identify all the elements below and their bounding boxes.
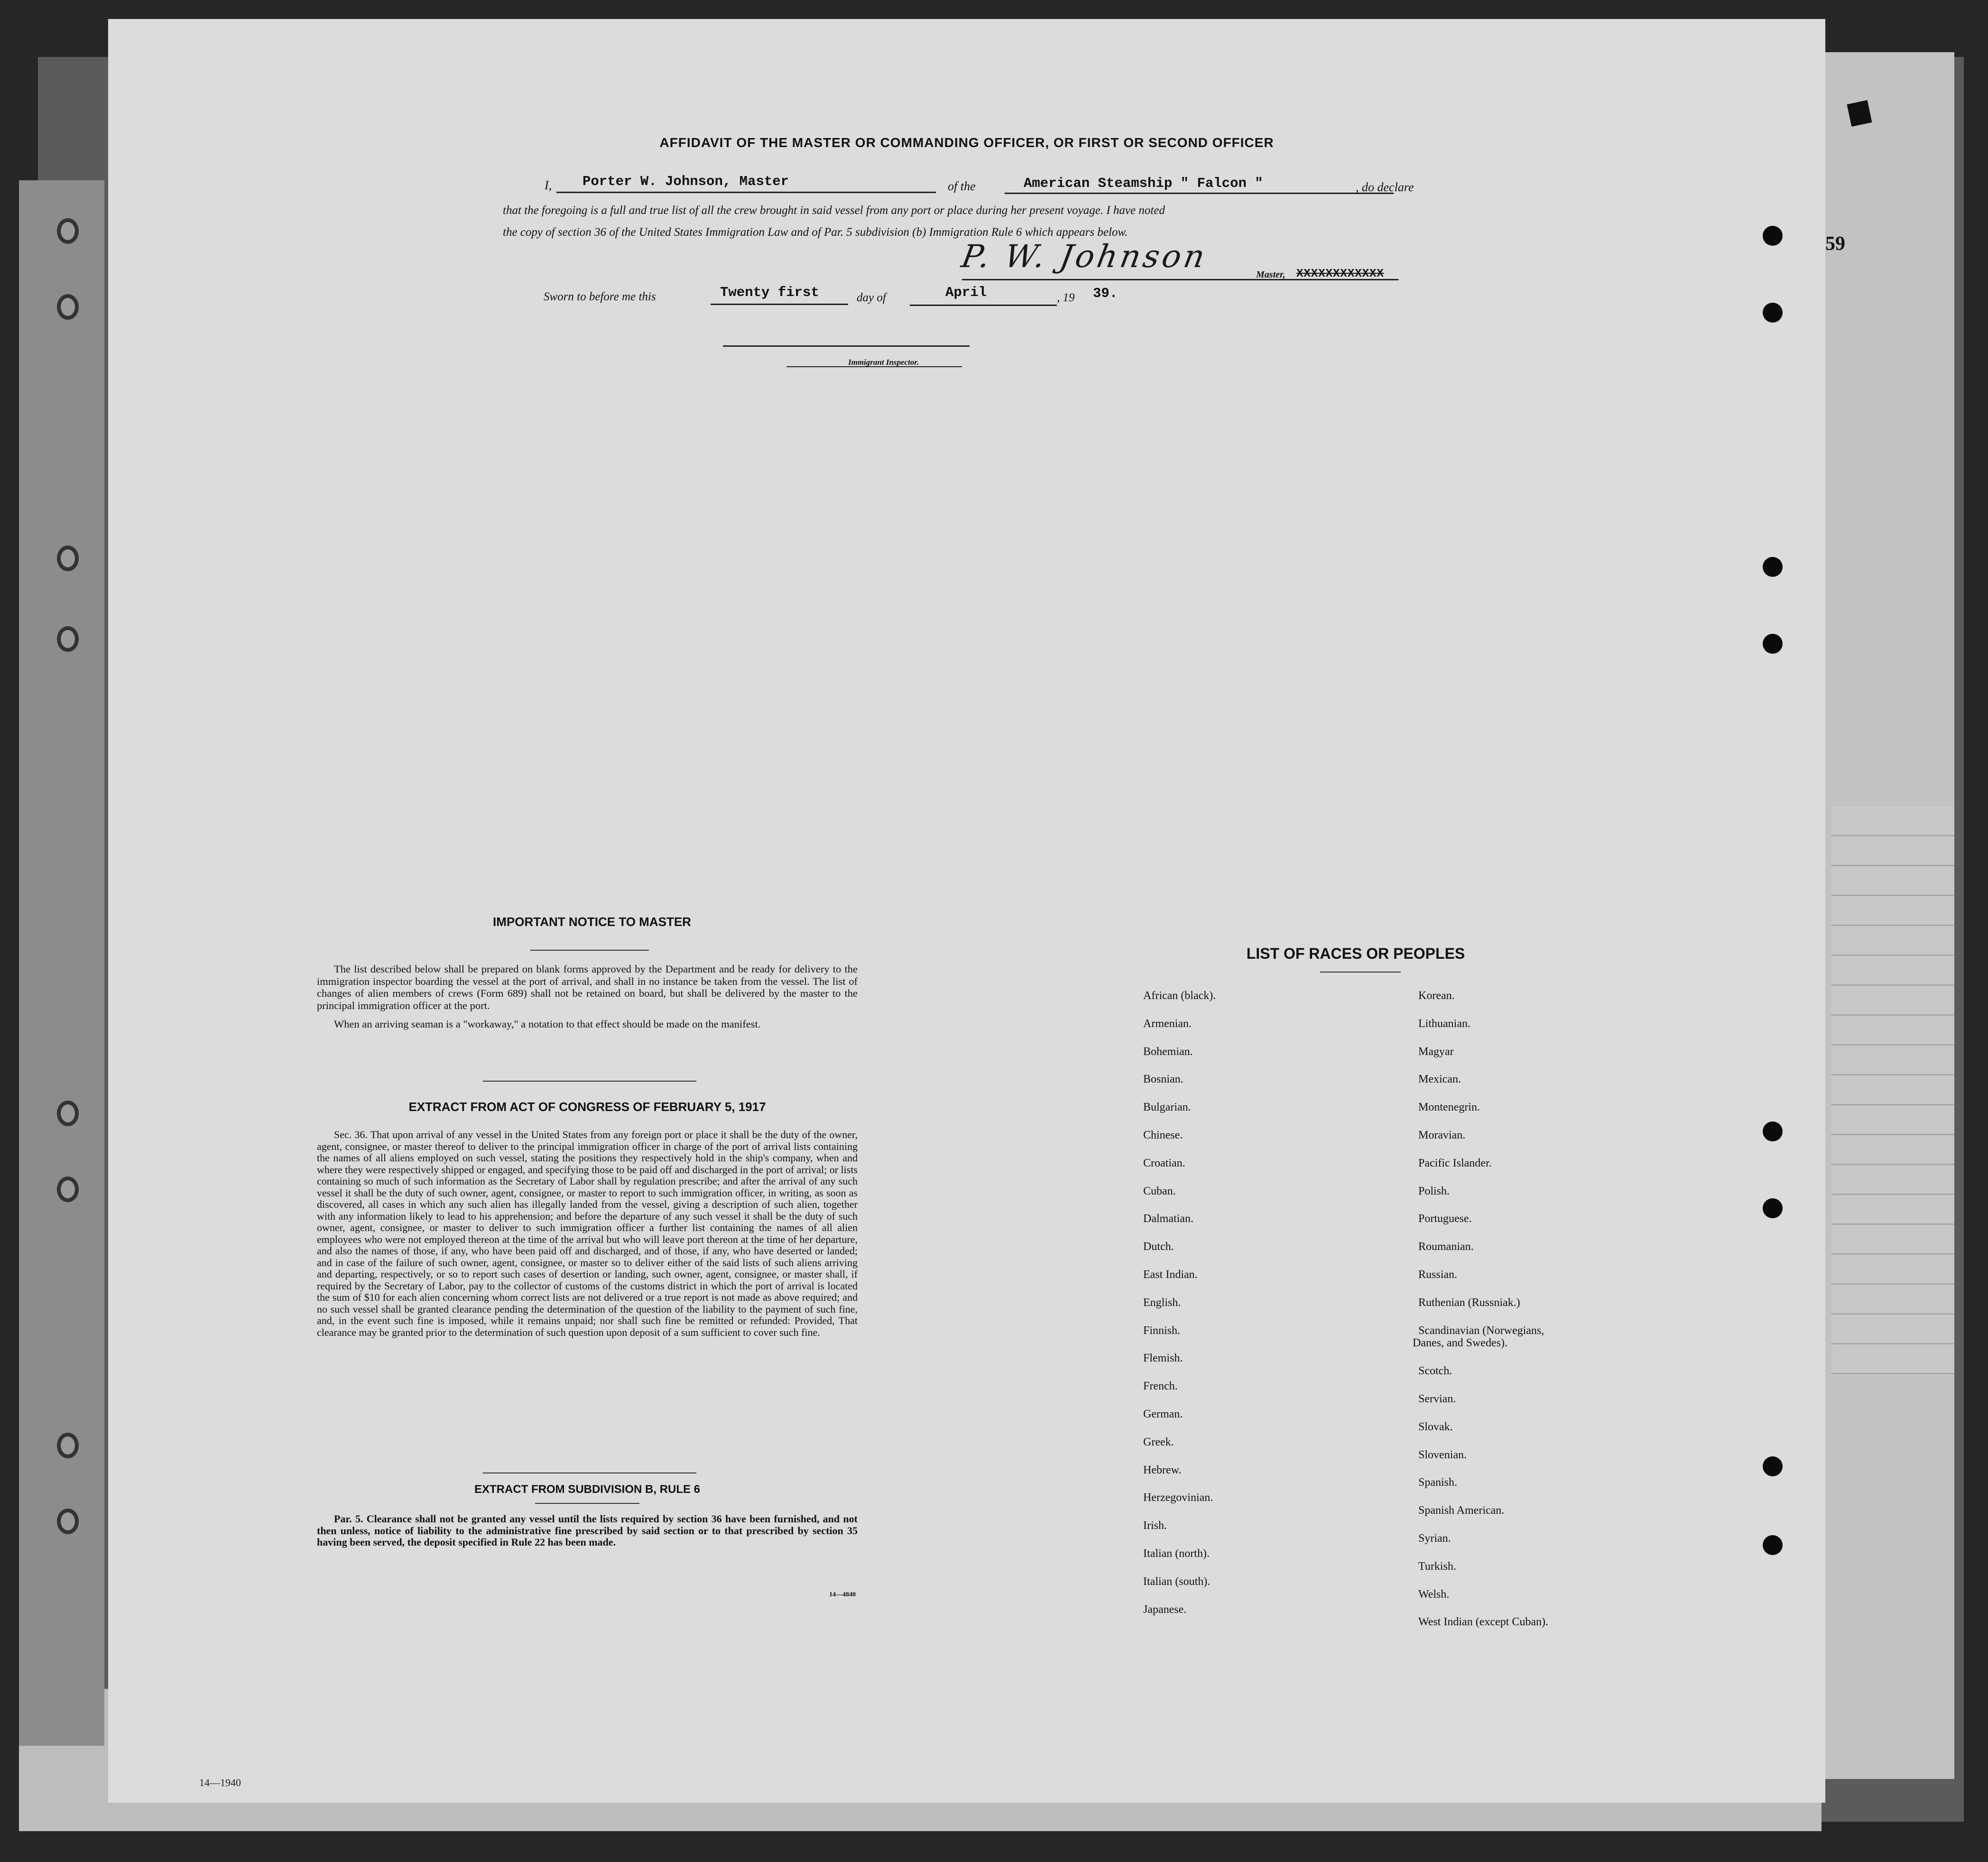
officer-name: Porter W. Johnson, Master [583, 174, 789, 189]
sworn-month-line [910, 305, 1057, 306]
race-item: Mexican. [1418, 1073, 1461, 1086]
punch-hole [1763, 303, 1783, 323]
race-item: Japanese. [1143, 1603, 1187, 1616]
notice-paragraph-1: The list described below shall be prepared on blank forms approved by the Department and be ready for delivery to the immigration inspector boarding the vessel at the port of arrival, and shall in no instance be taken from the vessel. The list of changes of alien members of crews (Form 689) shall not be retained on board, but shall be delivered by the master to the principal immigration officer at the port. [317, 963, 858, 1011]
race-item: Armenian. [1143, 1017, 1192, 1030]
race-item: African (black). [1143, 990, 1216, 1002]
officer-line [556, 192, 936, 193]
binder-ring [57, 626, 79, 652]
master-label: Master, [1256, 269, 1285, 280]
rule-heading: EXTRACT FROM SUBDIVISION B, RULE 6 [474, 1483, 701, 1496]
race-item: Slovak. [1418, 1420, 1453, 1433]
race-item: Scandinavian (Norwegians, [1418, 1324, 1544, 1337]
race-item: Flemish. [1143, 1352, 1183, 1365]
race-item: English. [1143, 1296, 1181, 1309]
day-of-label: day of [857, 291, 886, 304]
do-declare-label: , do declare [1356, 180, 1414, 194]
race-item: Magyar [1418, 1045, 1454, 1058]
binder-ring [57, 218, 79, 244]
race-item: Portuguese. [1418, 1213, 1472, 1225]
punch-hole [1763, 1535, 1783, 1555]
race-item: Dutch. [1143, 1241, 1174, 1253]
notice-text [317, 963, 858, 1037]
race-item: Chinese. [1143, 1129, 1183, 1141]
rule-text [317, 1513, 858, 1555]
race-item: Montenegrin. [1418, 1101, 1480, 1114]
binder-ring [57, 1176, 79, 1202]
sworn-day-line [711, 304, 848, 305]
punch-hole [1763, 226, 1783, 246]
race-item: Servian. [1418, 1393, 1456, 1405]
vessel-name: American Steamship " Falcon " [1024, 176, 1263, 191]
race-item: Pacific Islander. [1418, 1157, 1492, 1169]
form-number: 14—4840 [829, 1591, 856, 1598]
divider [483, 1081, 696, 1082]
punch-hole [1763, 1456, 1783, 1476]
sworn-month: April [945, 285, 987, 300]
divider [535, 1503, 639, 1504]
race-item: Welsh. [1418, 1588, 1450, 1601]
affidavit-line-2: that the foregoing is a full and true list of all the crew brought in said vessel from any port or place during her present voyage. I have noted [503, 204, 1165, 217]
binder-ring [57, 1509, 79, 1534]
race-item: Spanish. [1418, 1476, 1458, 1489]
punch-hole [1763, 1121, 1783, 1141]
race-item: Dalmatian. [1143, 1213, 1193, 1225]
master-signature: P. W. Johnson [959, 238, 1211, 275]
affidavit-title: AFFIDAVIT OF THE MASTER OR COMMANDING OFFICER, OR FIRST OR SECOND OFFICER [659, 135, 1274, 150]
race-item: Danes, and Swedes). [1413, 1337, 1507, 1350]
rule-paragraph-5: Par. 5. Clearance shall not be granted any vessel until the lists required by section 36 have been furnished, and not then unless, notice of liability to the administrative fine prescribed by said section or to that prescribed by section 35 having been served, the deposit specified in Rule 22 has been made. [317, 1513, 858, 1548]
race-item: East Indian. [1143, 1269, 1198, 1281]
binder-ring [57, 294, 79, 320]
page-number: 59 [1825, 233, 1845, 255]
act-section-36: Sec. 36. That upon arrival of any vessel in the United States from any foreign port or place it shall be the duty of the owner, agent, consignee, or master thereof to deliver to the principal immigration officer in charge of the port of arrival lists containing the names of all aliens employed on such vessel, stating the positions they respectively hold in the ship's company, when and where they were respectively shipped or engaged, and specifying those to be paid off and discharged in the port of arrival; or lists containing so much of such information as the Secretary of Labor shall by regulation prescribe; and after the arrival of any such vessel it shall be the duty of such owner, agent, consignee, or master to report to such immigration officer, in writing, as soon as discovered, all cases in which any such alien has illegally landed from the vessel, giving a description of such alien, together with any information likely to lead to his apprehension; and before the departure of any such vessel it shall be the duty of such owner, agent, consignee, or master to deliver to such immigration officer a further list containing the names of all alien employees who were not employed thereon at the time of the arrival but who will leave port thereon at the time of her departure, and also the names of those, if any, who have been paid off and discharged, and of those, if any, who have deserted or landed; and in case of the failure of such owner, agent, consignee, or master so to deliver either of the said lists of such aliens arriving and departing, respectively, or so to report such cases of desertion or landing, such owner, agent, consignee, or master shall, if required by the Secretary of Labor, pay to the collector of customs of the customs district in which the port of arrival is located the sum of $10 for each alien concerning whom correct lists are not delivered or a true report is not made as above required; and no such vessel shall be granted clearance pending the determination of the question of the liability to the payment of such fine, and, in the event such fine is imposed, while it remains unpaid; nor shall such fine be remitted or refunded: Provided, That clearance may be granted prior to the determination of such question upon deposit of a sum sufficient to cover such fine. [317, 1129, 858, 1338]
race-item: Scotch. [1418, 1365, 1452, 1378]
race-item: Spanish American. [1418, 1504, 1505, 1517]
underlying-ledger [1831, 806, 1954, 1376]
punch-hole [1763, 1198, 1783, 1218]
divider [1320, 972, 1401, 973]
race-item: Herzegovinian. [1143, 1491, 1213, 1504]
race-item: Lithuanian. [1418, 1017, 1470, 1030]
punch-hole [1763, 557, 1783, 577]
race-item: Ruthenian (Russniak.) [1418, 1296, 1520, 1309]
notice-heading: IMPORTANT NOTICE TO MASTER [493, 915, 691, 929]
race-item: Syrian. [1418, 1532, 1451, 1545]
race-item: Polish. [1418, 1185, 1450, 1197]
punch-hole [1763, 634, 1783, 654]
race-item: Bohemian. [1143, 1045, 1193, 1058]
race-item: Cuban. [1143, 1185, 1176, 1197]
race-item: Croatian. [1143, 1157, 1185, 1169]
race-item: Italian (south). [1143, 1575, 1211, 1588]
race-item: German. [1143, 1408, 1183, 1420]
sworn-label: Sworn to before me this [544, 290, 656, 303]
race-item: Korean. [1418, 990, 1455, 1002]
race-item: Slovenian. [1418, 1448, 1467, 1461]
bottom-form-number: 14—1940 [199, 1777, 241, 1788]
vessel-line [1005, 193, 1394, 194]
race-item: Turkish. [1418, 1560, 1456, 1573]
act-text [317, 1129, 858, 1345]
divider [530, 950, 649, 951]
race-item: Bosnian. [1143, 1073, 1184, 1086]
notice-paragraph-2: When an arriving seaman is a "workaway," a notation to that effect should be made on the manifest. [334, 1018, 761, 1030]
race-item: Moravian. [1418, 1129, 1466, 1141]
race-item: Russian. [1418, 1269, 1458, 1281]
race-item: French. [1143, 1380, 1178, 1393]
sworn-day: Twenty first [720, 285, 819, 300]
inspector-label: Immigrant Inspector. [848, 358, 919, 367]
binder-ring [57, 1433, 79, 1458]
manifest-page [108, 19, 1845, 1803]
race-item: Greek. [1143, 1436, 1174, 1448]
race-item: Finnish. [1143, 1324, 1181, 1337]
inspector-signature-line [723, 345, 970, 347]
affidavit-line-3: the copy of section 36 of the United States Immigration Law and of Par. 5 subdivision (b) Immigration Rule 6 which appears below. [503, 226, 1128, 239]
race-item: Hebrew. [1143, 1464, 1182, 1476]
binder-ring [57, 546, 79, 571]
sworn-year: 39. [1093, 286, 1118, 301]
races-heading: LIST OF RACES OR PEOPLES [1246, 945, 1465, 962]
binder-ring [57, 1101, 79, 1126]
race-item: Bulgarian. [1143, 1101, 1191, 1114]
race-item: Italian (north). [1143, 1547, 1210, 1560]
act-heading: EXTRACT FROM ACT OF CONGRESS OF FEBRUARY 5, 1917 [408, 1100, 766, 1114]
race-item: Roumanian. [1418, 1241, 1474, 1253]
of-the-label: of the [948, 179, 976, 193]
affidavit-i: I, [545, 178, 552, 192]
race-item: Irish. [1143, 1519, 1167, 1532]
race-item: West Indian (except Cuban). [1418, 1616, 1548, 1629]
master-title-struck: XXXXXXXXXXXX [1296, 268, 1384, 280]
year-prefix: , 19 [1057, 291, 1075, 304]
